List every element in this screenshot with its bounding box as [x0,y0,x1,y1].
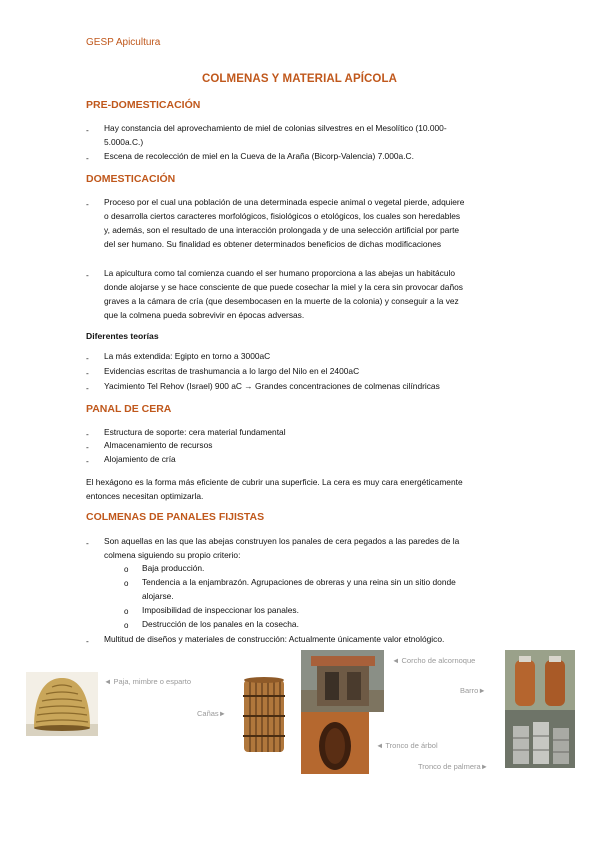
section-heading-panal: PANAL DE CERA [86,403,172,415]
panal-note-line2: entonces necesitan optimizarla. [86,491,204,501]
fijistas-sub-2: Tendencia a la enjambrazón. Agrupaciones de obreras y una reina sin un sitio donde [142,577,456,587]
caption-arbol: ◄ Tronco de árbol [376,741,438,750]
fijistas-intro-line2: colmena siguiendo su propio criterio: [104,550,241,560]
caption-palmera: Tronco de palmera► [418,762,489,771]
bullet-mark: - [86,538,89,548]
dom-p2-line4: que la colmena pueda sobrevivir en épocas adversas. [104,310,305,320]
document-title: COLMENAS Y MATERIAL APÍCOLA [201,73,398,85]
caption-canas: Cañas► [197,709,227,718]
bullet-mark: - [86,125,89,135]
theory-1: La más extendida: Egipto en torno a 3000aC [104,351,271,361]
pre-item-1: Hay constancia del aprovechamiento de miel de colonias silvestres en el Mesolítico (10.000- [104,123,447,133]
panal-note-line1: El hexágono es la forma más eficiente de cubrir una superficie. La cera es muy cara energéticamente [86,477,463,487]
sub-bullet-mark: o [124,579,129,588]
bullet-mark: - [86,442,89,452]
palm-trunk-hive-image [505,710,575,768]
dom-p1-line4: del ser humano. Su finalidad es obtener determinados beneficios de dichas modificaciones [104,239,442,249]
fijistas-sub-1: Baja producción. [142,563,205,573]
tree-trunk-hive-image [301,712,369,774]
theory-3: Yacimiento Tel Rehov (Israel) 900 aC → Grandes concentraciones de colmenas cilíndricas [104,381,440,391]
theory-2: Evidencias escritas de trashumancia a lo largo del Nilo en el 2400aC [104,366,360,376]
dom-p2-line1: La apicultura como tal comienza cuando el ser humano proporciona a las abejas un habitáculo [104,268,456,278]
caption-barro: Barro► [460,686,486,695]
caption-corcho: ◄ Corcho de alcornoque [392,656,476,665]
panal-item-1: Estructura de soporte: cera material fundamental [104,427,286,437]
clay-hive-image [505,650,575,710]
cork-hive-image [301,650,384,712]
theories-heading: Diferentes teorías [86,331,159,341]
dom-p1-line2: o desarrolla ciertos caracteres morfológicos, fisiológicos o etológicos, los cuales son heredables [104,211,461,221]
sub-bullet-mark: o [124,621,129,630]
sub-bullet-mark: o [124,607,129,616]
dom-p1-line3: y, además, son el resultado de una interacción prolongada y de una selección artificial por parte [104,225,460,235]
bullet-mark: - [86,456,89,466]
panal-item-2: Almacenamiento de recursos [104,440,213,450]
fijistas-intro-line1: Son aquellas en las que las abejas construyen los panales de cera pegados a las paredes de la [104,536,460,546]
fijistas-sub-3: Imposibilidad de inspeccionar los panales. [142,605,299,615]
cane-hive-image [238,676,290,756]
sub-bullet-mark: o [124,565,129,574]
section-heading-pre: PRE-DOMESTICACIÓN [86,99,201,111]
bullet-mark: - [86,270,89,280]
straw-skep-image [26,672,98,736]
bullet-mark: - [86,353,89,363]
fijistas-sub-4: Destrucción de los panales en la cosecha. [142,619,299,629]
bullet-mark: - [86,199,89,209]
pre-item-1-cont: 5.000a.C.) [104,137,144,147]
bullet-mark: - [86,368,89,378]
bullet-mark: - [86,636,89,646]
fijistas-last: Multitud de diseños y materiales de construcción: Actualmente únicamente valor etnológico. [104,634,445,644]
panal-item-3: Alojamiento de cría [104,454,176,464]
dom-p2-line2: donde alojarse y se hace consciente de que puede cosechar la miel y la cera sin provocar daños [104,282,463,292]
bullet-mark: - [86,429,89,439]
section-heading-domesticacion: DOMESTICACIÓN [86,173,176,185]
dom-p1-line1: Proceso por el cual una población de una determinada especie animal o vegetal pierde, adquiere [104,197,465,207]
caption-paja: ◄ Paja, mimbre o esparto [104,677,192,686]
page-header: GESP Apicultura [86,37,161,48]
bullet-mark: - [86,383,89,393]
fijistas-sub-2-cont: alojarse. [142,591,174,601]
section-heading-fijistas: COLMENAS DE PANALES FIJISTAS [86,511,265,523]
pre-item-2: Escena de recolección de miel en la Cueva de la Araña (Bicorp-Valencia) 7.000a.C. [104,151,414,161]
dom-p2-line3: graves a la cámara de cría (que desembocasen en la muerte de la colonia) y conseguir a la vez [104,296,459,306]
bullet-mark: - [86,153,89,163]
